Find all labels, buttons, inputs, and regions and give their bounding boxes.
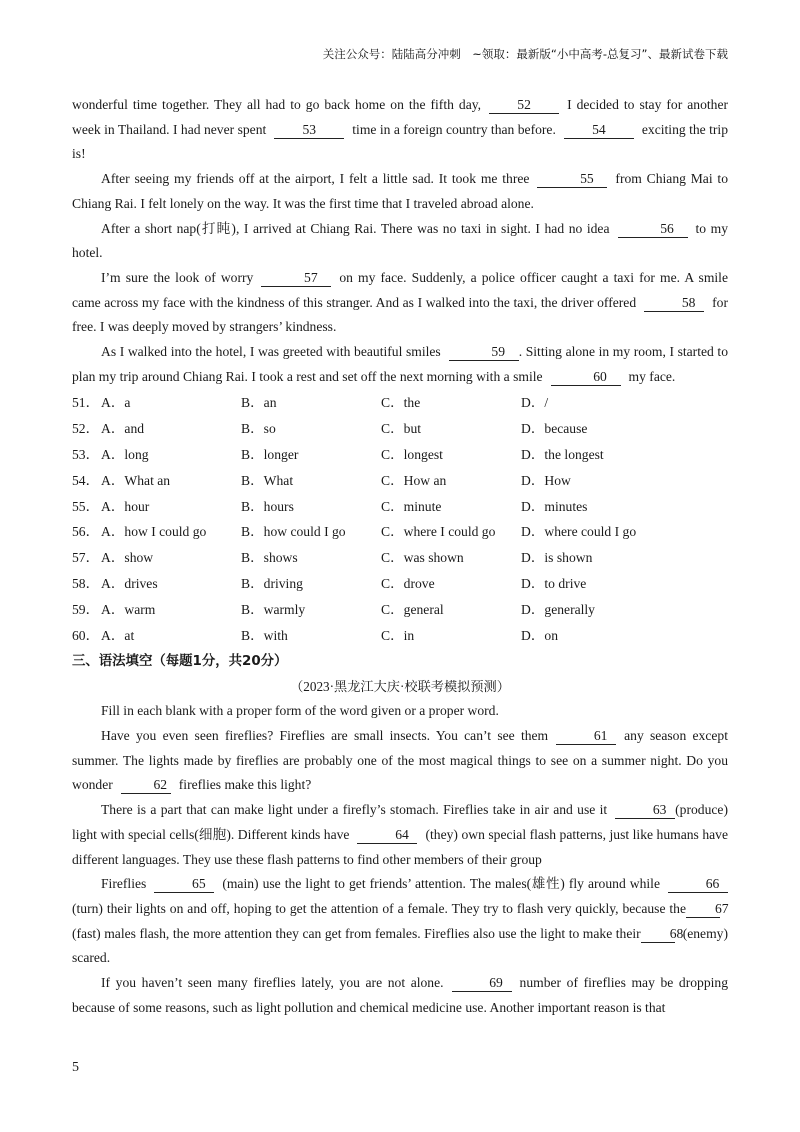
option-c[interactable]: C．in [381,628,415,644]
option-c[interactable]: C．How an [381,472,447,488]
passage1-paragraph-3: After a short nap(打盹), I arrived at Chiang Rai. There was no taxi in sight. I had no idea 56 to my hotel. [72,220,729,261]
passage2-paragraph-2: There is a part that can make light under a firefly’s stomach. Fireflies take in air and use it 63 (produce) light with special cells(细胞). Different kinds have 64 (they) own special flash patterns, just like humans have different languages. They use these flash patterns to find other members of their group [72,802,729,867]
option-a[interactable]: A．at [101,628,135,644]
option-d[interactable]: D．minutes [521,498,588,514]
page-header: 关注公众号：陆陆高分冲刺 ~领取：最新版“小中高考-总复习”、最新试卷下载 [322,47,728,61]
blank-57[interactable]: 57 [261,270,331,287]
option-row: 54． A．What an B．What C．How an D．How [72,468,728,494]
blank-60[interactable]: 60 [551,369,621,386]
blank-63[interactable]: 63 [615,802,675,819]
option-c[interactable]: C．where I could go [381,524,496,540]
blank-64[interactable]: 64 [357,827,417,844]
option-a[interactable]: A．and [101,420,145,436]
document-body [72,93,728,1020]
blank-56[interactable]: 56 [618,221,688,238]
blank-67[interactable]: 67 [686,901,720,918]
blank-54[interactable]: 54 [564,122,634,139]
option-d[interactable]: D．is shown [521,550,593,566]
option-d[interactable]: D．the longest [521,446,604,462]
blank-52[interactable]: 52 [489,97,559,114]
option-d[interactable]: D．on [521,628,559,644]
instruction: Fill in each blank with a proper form of the word given or a proper word. [101,703,499,719]
blank-66[interactable]: 66 [668,876,728,893]
option-b[interactable]: B．What [241,472,294,488]
option-b[interactable]: B．how could I go [241,524,346,540]
option-c[interactable]: C．minute [381,498,442,514]
option-b[interactable]: B．hours [241,498,294,514]
option-c[interactable]: C．but [381,420,422,436]
option-b[interactable]: B．shows [241,550,298,566]
option-d[interactable]: D．generally [521,602,595,618]
passage1-paragraph-1: wonderful time together. They all had to go back home on the fifth day, 52 I decided to stay for another week in Thailand. I had never spent 53 time in a foreign country than before. 54 exciting the trip is! [72,97,729,162]
option-c[interactable]: C．general [381,602,444,618]
options-list [72,390,728,649]
option-a[interactable]: A．hour [101,498,150,514]
blank-62[interactable]: 62 [121,777,171,794]
option-b[interactable]: B．warmly [241,602,306,618]
option-row: 52． A．and B．so C．but D．because [72,416,728,442]
page-number: 5 [72,1060,79,1075]
option-c[interactable]: C．the [381,395,421,411]
option-row: 60． A．at B．with C．in D．on [72,623,728,649]
option-a[interactable]: A．a [101,395,131,411]
passage2-paragraph-3: Fireflies 65 (main) use the light to get friends’ attention. The males(雄性) fly around while 66(turn) their lights on and off, hoping to get the attention of a female. They try to flash very quickly, because the 67(fast) males flash, the more attention they can get from females. Fireflies also use the light to make their 68(enemy) scared. [72,876,729,966]
blank-68[interactable]: 68 [641,926,675,943]
option-d[interactable]: D．/ [521,395,549,411]
passage1-paragraph-4: I’m sure the look of worry 57 on my face. Suddenly, a police officer caught a taxi for me. A smile came across my face with the kindness of this stranger. And as I walked into the taxi, the driver offered 58 for free. I was deeply moved by strangers’ kindness. [72,269,728,335]
option-row: 55． A．hour B．hours C．minute D．minutes [72,494,728,520]
option-a[interactable]: A．What an [101,472,171,488]
option-a[interactable]: A．warm [101,602,156,618]
blank-58[interactable]: 58 [644,295,704,312]
option-b[interactable]: B．with [241,628,288,644]
passage1-paragraph-2: After seeing my friends off at the airport, I felt a little sad. It took me three 55 from Chiang Mai to Chiang Rai. I felt lonely on the way. It was the first time that I traveled abroad alone. [72,171,728,211]
passage1-paragraph-5: As I walked into the hotel, I was greeted with beautiful smiles 59 . Sitting alone in my room, I started to plan my trip around Chiang Rai. I took a rest and set off the next morning with a smile 60 my face. [72,344,728,384]
option-d[interactable]: D．to drive [521,576,587,592]
option-a[interactable]: A．long [101,446,149,462]
option-row: 57． A．show B．shows C．was shown D．is shown [72,546,728,572]
option-b[interactable]: B．an [241,395,277,411]
blank-69[interactable]: 69 [452,975,512,992]
option-d[interactable]: D．where could I go [521,524,637,540]
passage2-paragraph-1: Have you even seen fireflies? Fireflies are small insects. You can’t see them 61 any season except summer. The lights made by fireflies are probably one of the most magical things to see on a summer night. Do you wonder 62 fireflies make this light? [72,728,728,793]
option-b[interactable]: B．so [241,420,276,436]
section-title: 三、语法填空（每题1分，共20分） [72,654,288,670]
option-row: 59． A．warm B．warmly C．general D．generally [72,598,728,624]
blank-65[interactable]: 65 [154,876,214,893]
option-c[interactable]: C．was shown [381,550,464,566]
option-a[interactable]: A．show [101,550,154,566]
option-d[interactable]: D．because [521,420,588,436]
option-a[interactable]: A．drives [101,576,158,592]
option-c[interactable]: C．drove [381,576,435,592]
option-b[interactable]: B．driving [241,576,303,592]
blank-61[interactable]: 61 [556,728,616,745]
option-row: 53． A．long B．longer C．longest D．the longest [72,442,728,468]
passage2-paragraph-4: If you haven’t seen many fireflies lately, you are not alone. 69 number of fireflies may be dropping because of some reasons, such as light pollution and chemical medicine use. Another important reason is that [72,975,728,1015]
option-a[interactable]: A．how I could go [101,524,207,540]
blank-55[interactable]: 55 [537,171,607,188]
option-d[interactable]: D．How [521,472,571,488]
option-c[interactable]: C．longest [381,446,443,462]
option-b[interactable]: B．longer [241,446,299,462]
option-row: 51． A．a B．an C．the D．/ [72,390,728,416]
option-row: 58． A．drives B．driving C．drove D．to drive [72,572,728,598]
blank-53[interactable]: 53 [274,122,344,139]
option-row: 56． A．how I could go B．how could I go C．where I could go D．where could I go [72,520,728,546]
blank-59[interactable]: 59 [449,344,519,361]
section-source: （2023·黑龙江大庆·校联考模拟预测） [290,679,510,695]
